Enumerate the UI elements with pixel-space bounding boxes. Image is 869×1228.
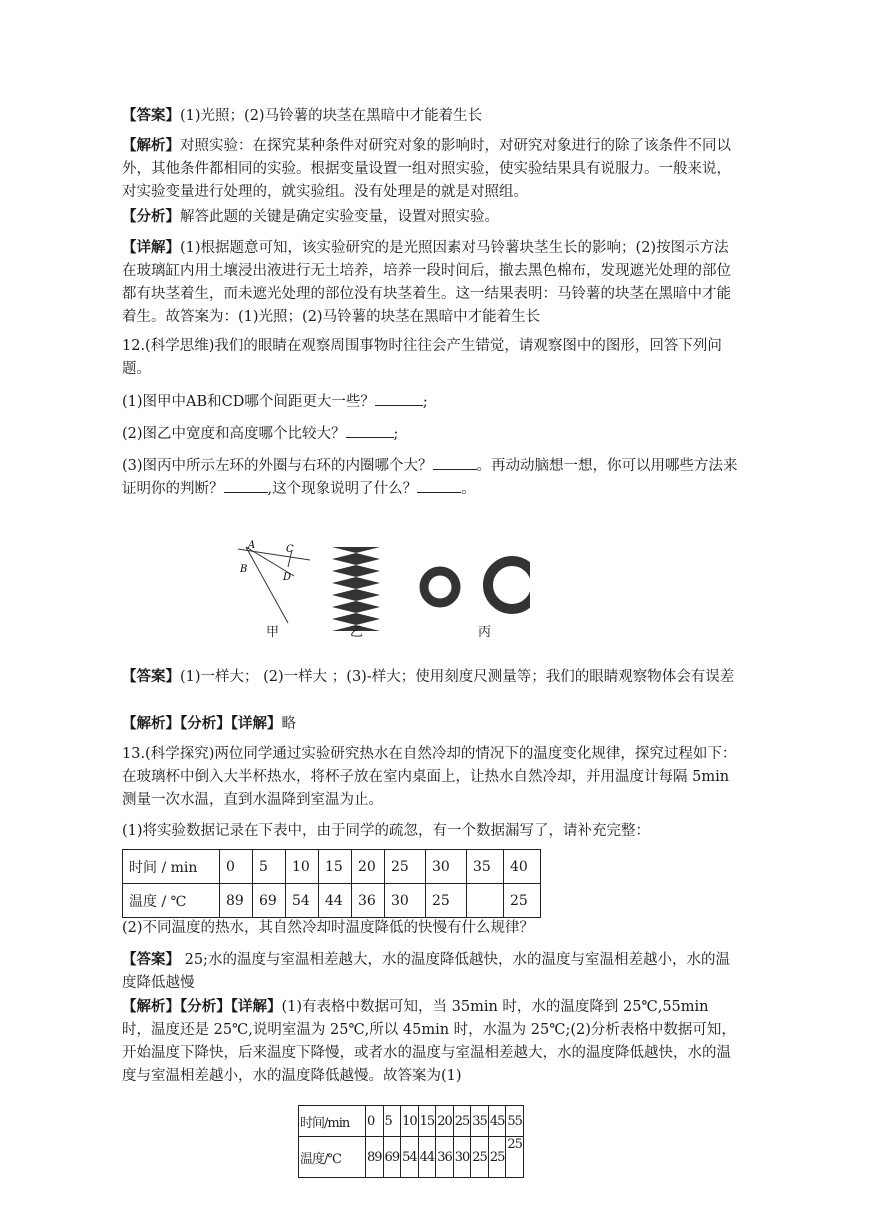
question-13-sub-1: (1)将实验数据记录在下表中，由于同学的疏忽，有一个数据漏写了，请补充完整： [122, 823, 651, 839]
analysis-11 [122, 205, 742, 229]
table-cell: 25 [385, 850, 426, 884]
explanation-tag: 【解析】【分析】【详解】 [122, 998, 282, 1015]
sub-question-end: 。 [461, 481, 476, 497]
figure-bing-rings [424, 561, 530, 609]
analysis-tag: 【分析】 [122, 208, 180, 225]
analysis-text: 解答此题的关键是确定实验变量，设置对照实验。 [180, 209, 499, 225]
figure-label-yi: 乙 [350, 625, 364, 640]
table-cell: 5 [383, 1106, 401, 1137]
answer-12 [122, 665, 742, 689]
answer-tag: 【答案】 [122, 951, 180, 968]
answer-tag: 【答案】 [122, 107, 180, 124]
explanation-text: (1)有表格中数据可知，当 35min 时，水的温度降到 25℃,55min 时，温度还是 25℃,说明室温为 25℃,所以 45min 时，水温为 25℃;(2)分析表格中数据可知，开始温度下降快，后来温度下降慢，或者水的温度与室温相差越大，水的温度降低越快，水的温度与室温相差越小，水的温度降低越慢。故答案为(1) [122, 999, 736, 1084]
explanation-text: 对照实验：在探究某种条件对研究对象的影响时，对研究对象进行的除了该条件不同以外，其他条件都相同的实验。根据变量设置一组对照实验，使实验结果具有说服力。一般来说，对实验变量进行处理的，就实验组。没有处理是的就是对照组。 [122, 138, 731, 200]
explanation-tag: 【解析】 [122, 137, 180, 154]
table-cell: 时间/min [299, 1106, 366, 1137]
table-cell: 10 [286, 850, 319, 884]
temperature-table [122, 849, 541, 918]
point-label-b: B [240, 564, 248, 575]
table-cell: 44 [319, 884, 352, 918]
explanation-text: 略 [281, 716, 296, 732]
table-cell: 15 [418, 1106, 436, 1137]
table-cell: 54 [401, 1137, 419, 1178]
table-cell: 36 [352, 884, 385, 918]
table-cell: 25 [488, 1137, 506, 1178]
answer-temperature-table [298, 1105, 524, 1178]
question-13-stem: 13.(科学探究)两位同学通过实验研究热水在自然冷却的情况下的温度变化规律，探究过程如下：在玻璃杯中倒入大半杯热水，将杯子放在室内桌面上，让热水自然冷却，并用温度计每隔 5min 测量一次水温，直到水温降到室温为止。 [122, 746, 737, 808]
table-row [299, 1106, 524, 1137]
question-12-stem: 12.(科学思维)我们的眼睛在观察周围事物时往往会产生错觉，请观察图中的图形，回答下列问题。 [122, 338, 722, 377]
answer-blank[interactable] [433, 455, 477, 470]
table-cell: 25 [506, 1137, 524, 1178]
table-cell: 30 [453, 1137, 471, 1178]
answer-blank[interactable] [346, 423, 394, 438]
table-cell: 20 [352, 850, 385, 884]
table-cell: 25 [471, 1137, 489, 1178]
sub-question-end: ; [393, 426, 399, 442]
table-row [123, 884, 541, 918]
answer-blank[interactable] [375, 391, 423, 406]
answer-tag: 【答案】 [122, 668, 180, 685]
explanation-tag: 【解析】【分析】【详解】 [122, 715, 282, 732]
table-row [123, 850, 541, 884]
table-cell: 36 [436, 1137, 454, 1178]
sub-question-text: (1)图甲中AB和CD哪个间距更大一些？ [122, 394, 375, 410]
table-cell: 25 [504, 884, 541, 918]
figure-label-bing: 丙 [478, 625, 492, 640]
table-cell: 5 [253, 850, 286, 884]
table-cell: 55 [506, 1106, 524, 1137]
question-12-sub-2 [122, 423, 742, 446]
answer-text: (1)一样大； (2)一样大 ；(3)-样大；使用刻度尺测量等；我们的眼睛观察物体会有误差 [180, 669, 735, 685]
point-label-c: C [286, 544, 294, 555]
table-cell: 10 [401, 1106, 419, 1137]
explanation-13 [122, 995, 742, 1088]
table-cell: 35 [471, 1106, 489, 1137]
point-label-d: D [283, 572, 292, 583]
question-12-sub-1 [122, 391, 742, 414]
table-cell: 69 [383, 1137, 401, 1178]
illusion-figure [230, 535, 530, 645]
answer-11 [122, 104, 742, 128]
table-cell: 15 [319, 850, 352, 884]
figure-yi-zigzag [332, 547, 380, 631]
sub-question-end: ; [422, 394, 428, 410]
figure-jia-lines [238, 547, 310, 623]
explanation-11 [122, 134, 742, 204]
answer-text: (1)光照；(2)马铃薯的块茎在黑暗中才能着生长 [180, 108, 483, 124]
table-cell: 89 [366, 1137, 384, 1178]
table-cell: 35 [467, 850, 504, 884]
table-cell: 44 [418, 1137, 436, 1178]
table-cell: 25 [453, 1106, 471, 1137]
table-cell: 20 [436, 1106, 454, 1137]
table-cell: 89 [220, 884, 253, 918]
table-cell: 温度/℃ [299, 1137, 366, 1178]
table-cell: 0 [220, 850, 253, 884]
table-cell: 54 [286, 884, 319, 918]
question-12-sub-3 [122, 455, 742, 501]
table-row [299, 1137, 524, 1178]
point-label-a: A [248, 540, 256, 551]
sub-question-text: (3)图丙中所示左环的外圈与右环的内圈哪个大？ [122, 458, 433, 474]
sub-question-text: ,这个现象说明了什么？ [267, 481, 418, 497]
answer-blank[interactable] [224, 478, 268, 493]
sub-question-text: 。再动动脑想一想，你可以用哪些方法来证明你的判断？ [122, 458, 738, 497]
table-cell: 温度 / ℃ [123, 884, 220, 918]
figure-label-jia: 甲 [266, 625, 280, 640]
table-cell-missing[interactable] [467, 884, 504, 918]
detail-11 [122, 236, 742, 329]
table-cell: 30 [385, 884, 426, 918]
answer-text: 25;水的温度与室温相差越大，水的温度降低越快，水的温度与室温相差越小，水的温度降低越慢 [122, 952, 730, 991]
answer-13 [122, 948, 742, 995]
sub-question-text: (2)图乙中宽度和高度哪个比较大？ [122, 426, 346, 442]
table-cell: 69 [253, 884, 286, 918]
detail-tag: 【详解】 [122, 239, 180, 256]
table-cell: 30 [426, 850, 467, 884]
question-13-sub-2: (2)不同温度的热水，其自然冷却时温度降低的快慢有什么规律？ [122, 920, 535, 936]
detail-text: (1)根据题意可知，该实验研究的是光照因素对马铃薯块茎生长的影响；(2)按图示方法在玻璃缸内用土壤浸出液进行无土培养，培养一段时间后，撤去黑色棉布，发现遮光处理的部位都有块茎着生，而未遮光处理的部位没有块茎着生。这一结果表明：马铃薯的块茎在黑暗中才能着生。故答案为：(1)光照；(2)马铃薯的块茎在黑暗中才能着生长 [122, 240, 731, 325]
explanation-12 [122, 712, 742, 736]
table-cell: 时间 / min [123, 850, 220, 884]
table-cell: 45 [488, 1106, 506, 1137]
table-cell: 25 [426, 884, 467, 918]
table-cell: 40 [504, 850, 541, 884]
answer-blank[interactable] [417, 478, 461, 493]
table-cell: 0 [366, 1106, 384, 1137]
